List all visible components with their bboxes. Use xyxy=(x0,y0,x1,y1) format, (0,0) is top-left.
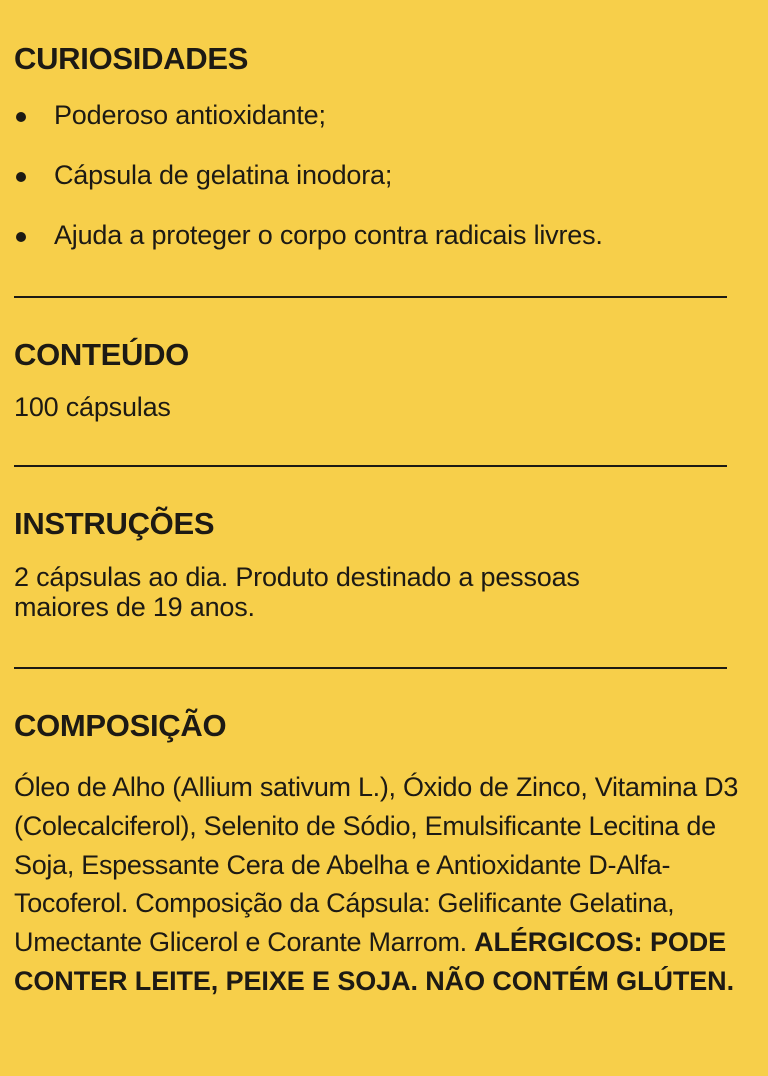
bullet-icon xyxy=(16,112,26,122)
list-item xyxy=(14,160,603,220)
conteudo-text: 100 cápsulas xyxy=(14,392,171,422)
curiosidades-list xyxy=(14,100,603,280)
list-item xyxy=(14,100,603,160)
conteudo-heading: CONTEÚDO xyxy=(14,337,189,372)
allergen-warning: ALÉRGICOS: PODE CONTER LEITE, PEIXE E SOJA. NÃO CONTÉM GLÚTEN. xyxy=(14,927,734,996)
list-item-text: Ajuda a proteger o corpo contra radicais livres. xyxy=(54,220,603,250)
list-item-text: Cápsula de gelatina inodora; xyxy=(54,160,393,190)
list-item xyxy=(14,220,603,280)
instrucoes-line-1: 2 cápsulas ao dia. Produto destinado a pessoas xyxy=(14,562,580,592)
composicao-text xyxy=(14,768,754,1001)
bullet-icon xyxy=(16,232,26,242)
curiosidades-heading: CURIOSIDADES xyxy=(14,41,249,76)
composicao-ingredients: Óleo de Alho (Allium sativum L.), Óxido de Zinco, Vitamina D3 (Colecalciferol), Selenito de Sódio, Emulsificante Lecitina de Soja, Espessante Cera de Abelha e Antioxidante D-Alfa-Tocoferol. Composição da Cápsula: Gelificante Gelatina, Umectante Glicerol e Corante Marrom. xyxy=(14,772,739,958)
section-divider xyxy=(14,465,727,467)
bullet-icon xyxy=(16,172,26,182)
instrucoes-line-2: maiores de 19 anos. xyxy=(14,592,255,622)
composicao-heading: COMPOSIÇÃO xyxy=(14,708,227,743)
instrucoes-heading: INSTRUÇÕES xyxy=(14,506,215,541)
section-divider xyxy=(14,667,727,669)
section-divider xyxy=(14,296,727,298)
list-item-text: Poderoso antioxidante; xyxy=(54,100,326,130)
